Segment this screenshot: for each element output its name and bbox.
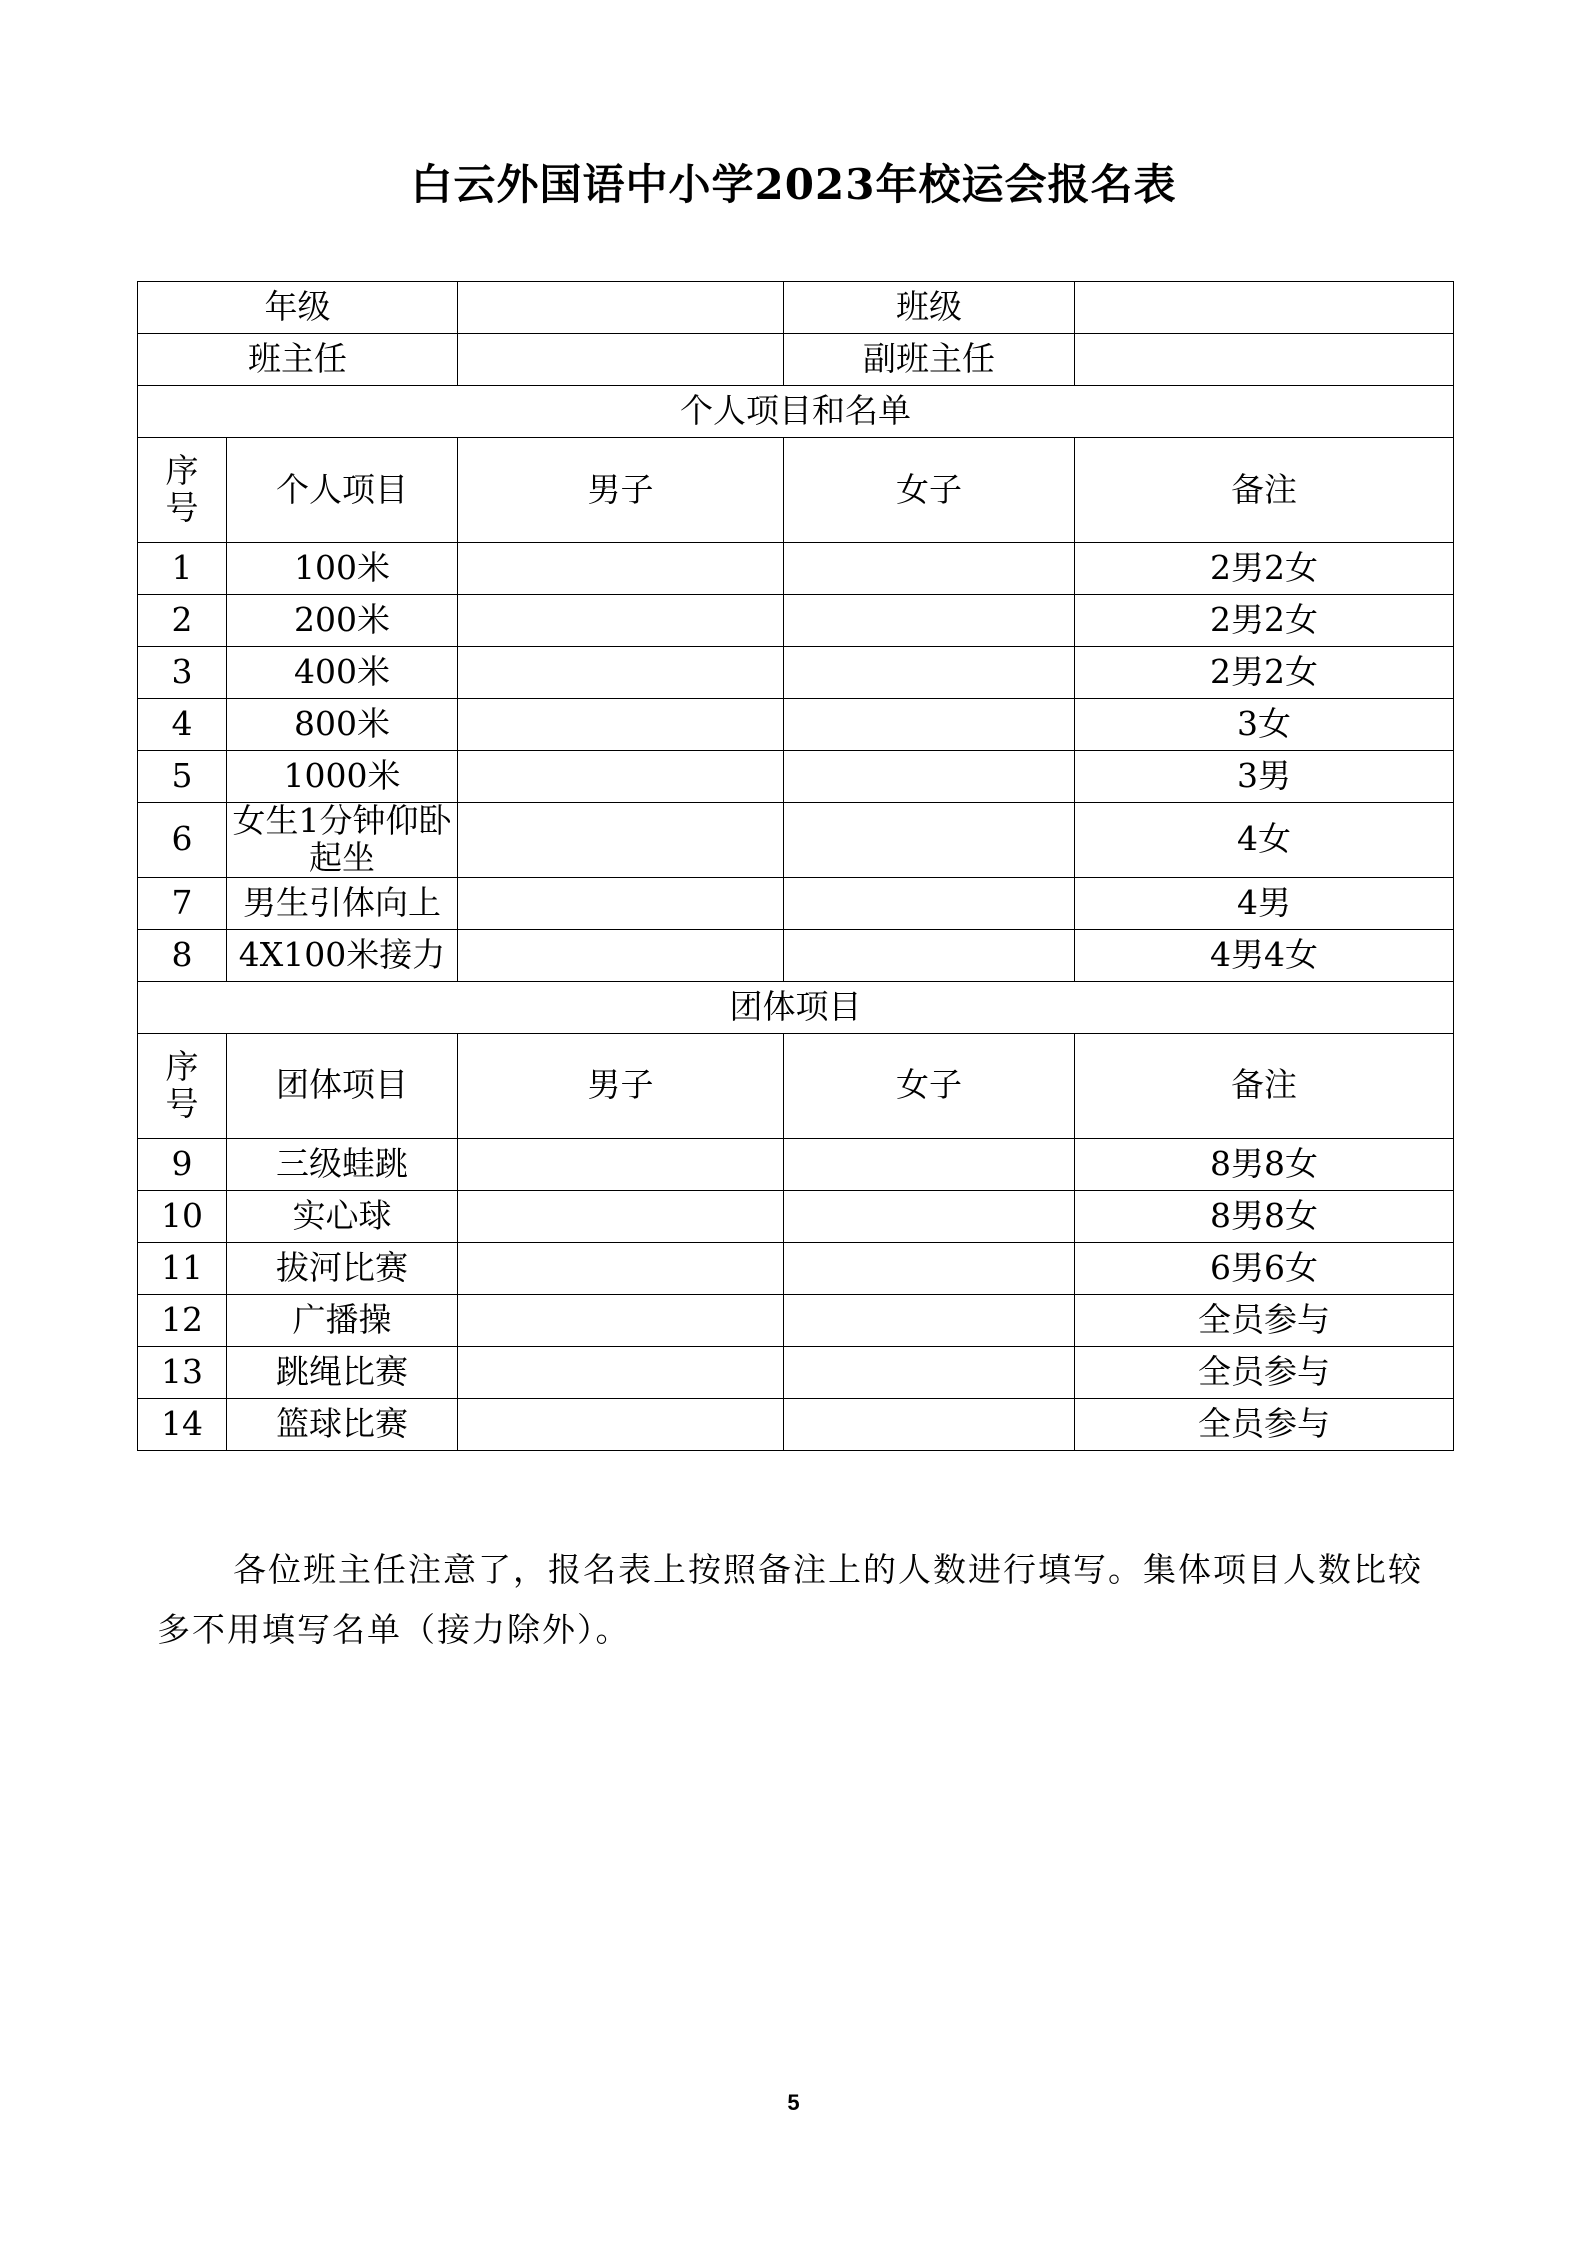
class-label: 班级 bbox=[784, 282, 1075, 334]
event-cell: 1000米 bbox=[227, 751, 458, 803]
male-entry-cell[interactable] bbox=[458, 1398, 784, 1450]
table-row bbox=[138, 543, 1454, 595]
remark-header: 备注 bbox=[1075, 1033, 1454, 1138]
male-entry-cell[interactable] bbox=[458, 803, 784, 878]
male-entry-cell[interactable] bbox=[458, 877, 784, 929]
assistant-teacher-field[interactable] bbox=[1075, 334, 1454, 386]
remark-cell: 全员参与 bbox=[1075, 1398, 1454, 1450]
seq-cell: 1 bbox=[138, 543, 227, 595]
female-entry-cell[interactable] bbox=[784, 751, 1075, 803]
page-number: 5 bbox=[787, 2090, 800, 2115]
event-cell: 100米 bbox=[227, 543, 458, 595]
table-row bbox=[138, 699, 1454, 751]
seq-cell: 10 bbox=[138, 1190, 227, 1242]
male-entry-cell[interactable] bbox=[458, 1242, 784, 1294]
individual-section-title: 个人项目和名单 bbox=[138, 386, 1454, 438]
female-entry-cell[interactable] bbox=[784, 699, 1075, 751]
remark-header: 备注 bbox=[1075, 438, 1454, 543]
note-text: 各位班主任注意了，报名表上按照备注上的人数进行填写。集体项目人数比较多不用填写名单（接力除外）。 bbox=[157, 1550, 1423, 1649]
male-entry-cell[interactable] bbox=[458, 929, 784, 981]
female-entry-cell[interactable] bbox=[784, 929, 1075, 981]
team-header-row bbox=[138, 1033, 1454, 1138]
table-row bbox=[138, 595, 1454, 647]
remark-cell: 4女 bbox=[1075, 803, 1454, 878]
individual-section-row bbox=[138, 386, 1454, 438]
male-entry-cell[interactable] bbox=[458, 595, 784, 647]
event-cell: 男生引体向上 bbox=[227, 877, 458, 929]
event-cell: 实心球 bbox=[227, 1190, 458, 1242]
male-entry-cell[interactable] bbox=[458, 1346, 784, 1398]
male-header: 男子 bbox=[458, 1033, 784, 1138]
event-cell: 200米 bbox=[227, 595, 458, 647]
table-row bbox=[138, 1294, 1454, 1346]
remark-cell: 6男6女 bbox=[1075, 1242, 1454, 1294]
female-entry-cell[interactable] bbox=[784, 595, 1075, 647]
seq-cell: 3 bbox=[138, 647, 227, 699]
teacher-label: 班主任 bbox=[138, 334, 458, 386]
seq-cell: 13 bbox=[138, 1346, 227, 1398]
female-entry-cell[interactable] bbox=[784, 1138, 1075, 1190]
male-entry-cell[interactable] bbox=[458, 543, 784, 595]
event-cell: 800米 bbox=[227, 699, 458, 751]
male-entry-cell[interactable] bbox=[458, 699, 784, 751]
event-cell: 4X100米接力 bbox=[227, 929, 458, 981]
class-field[interactable] bbox=[1075, 282, 1454, 334]
table-row bbox=[138, 751, 1454, 803]
event-cell: 广播操 bbox=[227, 1294, 458, 1346]
event-cell: 篮球比赛 bbox=[227, 1398, 458, 1450]
grade-label: 年级 bbox=[138, 282, 458, 334]
female-entry-cell[interactable] bbox=[784, 803, 1075, 878]
seq-cell: 2 bbox=[138, 595, 227, 647]
registration-table bbox=[137, 281, 1454, 1451]
female-entry-cell[interactable] bbox=[784, 543, 1075, 595]
individual-header-row bbox=[138, 438, 1454, 543]
table-row bbox=[138, 1242, 1454, 1294]
male-entry-cell[interactable] bbox=[458, 751, 784, 803]
info-row-grade bbox=[138, 282, 1454, 334]
team-section-title: 团体项目 bbox=[138, 981, 1454, 1033]
seq-cell: 12 bbox=[138, 1294, 227, 1346]
female-entry-cell[interactable] bbox=[784, 1294, 1075, 1346]
page-title: 白云外国语中小学2023年校运会报名表 bbox=[410, 160, 1177, 209]
female-entry-cell[interactable] bbox=[784, 1398, 1075, 1450]
seq-header: 序 号 bbox=[138, 438, 227, 543]
remark-cell: 3男 bbox=[1075, 751, 1454, 803]
seq-cell: 11 bbox=[138, 1242, 227, 1294]
remark-cell: 2男2女 bbox=[1075, 595, 1454, 647]
table-row bbox=[138, 1346, 1454, 1398]
remark-cell: 4男4女 bbox=[1075, 929, 1454, 981]
remark-cell: 8男8女 bbox=[1075, 1138, 1454, 1190]
remark-cell: 3女 bbox=[1075, 699, 1454, 751]
table-row bbox=[138, 803, 1454, 878]
table-row bbox=[138, 877, 1454, 929]
male-entry-cell[interactable] bbox=[458, 1138, 784, 1190]
event-cell: 女生1分钟仰卧起坐 bbox=[227, 803, 458, 878]
male-entry-cell[interactable] bbox=[458, 1294, 784, 1346]
female-entry-cell[interactable] bbox=[784, 647, 1075, 699]
table-row bbox=[138, 1190, 1454, 1242]
event-cell: 三级蛙跳 bbox=[227, 1138, 458, 1190]
instruction-note bbox=[157, 1540, 1447, 1660]
seq-header: 序 号 bbox=[138, 1033, 227, 1138]
teacher-field[interactable] bbox=[458, 334, 784, 386]
remark-cell: 2男2女 bbox=[1075, 543, 1454, 595]
event-cell: 跳绳比赛 bbox=[227, 1346, 458, 1398]
table-row bbox=[138, 647, 1454, 699]
seq-cell: 5 bbox=[138, 751, 227, 803]
remark-cell: 4男 bbox=[1075, 877, 1454, 929]
team-section-row bbox=[138, 981, 1454, 1033]
table-row bbox=[138, 1138, 1454, 1190]
seq-cell: 9 bbox=[138, 1138, 227, 1190]
male-entry-cell[interactable] bbox=[458, 647, 784, 699]
female-header: 女子 bbox=[784, 1033, 1075, 1138]
female-entry-cell[interactable] bbox=[784, 1346, 1075, 1398]
event-cell: 拔河比赛 bbox=[227, 1242, 458, 1294]
remark-cell: 8男8女 bbox=[1075, 1190, 1454, 1242]
table-row bbox=[138, 1398, 1454, 1450]
grade-field[interactable] bbox=[458, 282, 784, 334]
female-entry-cell[interactable] bbox=[784, 877, 1075, 929]
info-row-teacher bbox=[138, 334, 1454, 386]
seq-cell: 14 bbox=[138, 1398, 227, 1450]
table-row bbox=[138, 929, 1454, 981]
event-header: 个人项目 bbox=[227, 438, 458, 543]
assistant-teacher-label: 副班主任 bbox=[784, 334, 1075, 386]
male-entry-cell[interactable] bbox=[458, 1190, 784, 1242]
remark-cell: 全员参与 bbox=[1075, 1346, 1454, 1398]
seq-cell: 4 bbox=[138, 699, 227, 751]
female-entry-cell[interactable] bbox=[784, 1190, 1075, 1242]
male-header: 男子 bbox=[458, 438, 784, 543]
event-header: 团体项目 bbox=[227, 1033, 458, 1138]
remark-cell: 全员参与 bbox=[1075, 1294, 1454, 1346]
seq-cell: 8 bbox=[138, 929, 227, 981]
female-header: 女子 bbox=[784, 438, 1075, 543]
event-cell: 400米 bbox=[227, 647, 458, 699]
seq-cell: 7 bbox=[138, 877, 227, 929]
remark-cell: 2男2女 bbox=[1075, 647, 1454, 699]
female-entry-cell[interactable] bbox=[784, 1242, 1075, 1294]
seq-cell: 6 bbox=[138, 803, 227, 878]
